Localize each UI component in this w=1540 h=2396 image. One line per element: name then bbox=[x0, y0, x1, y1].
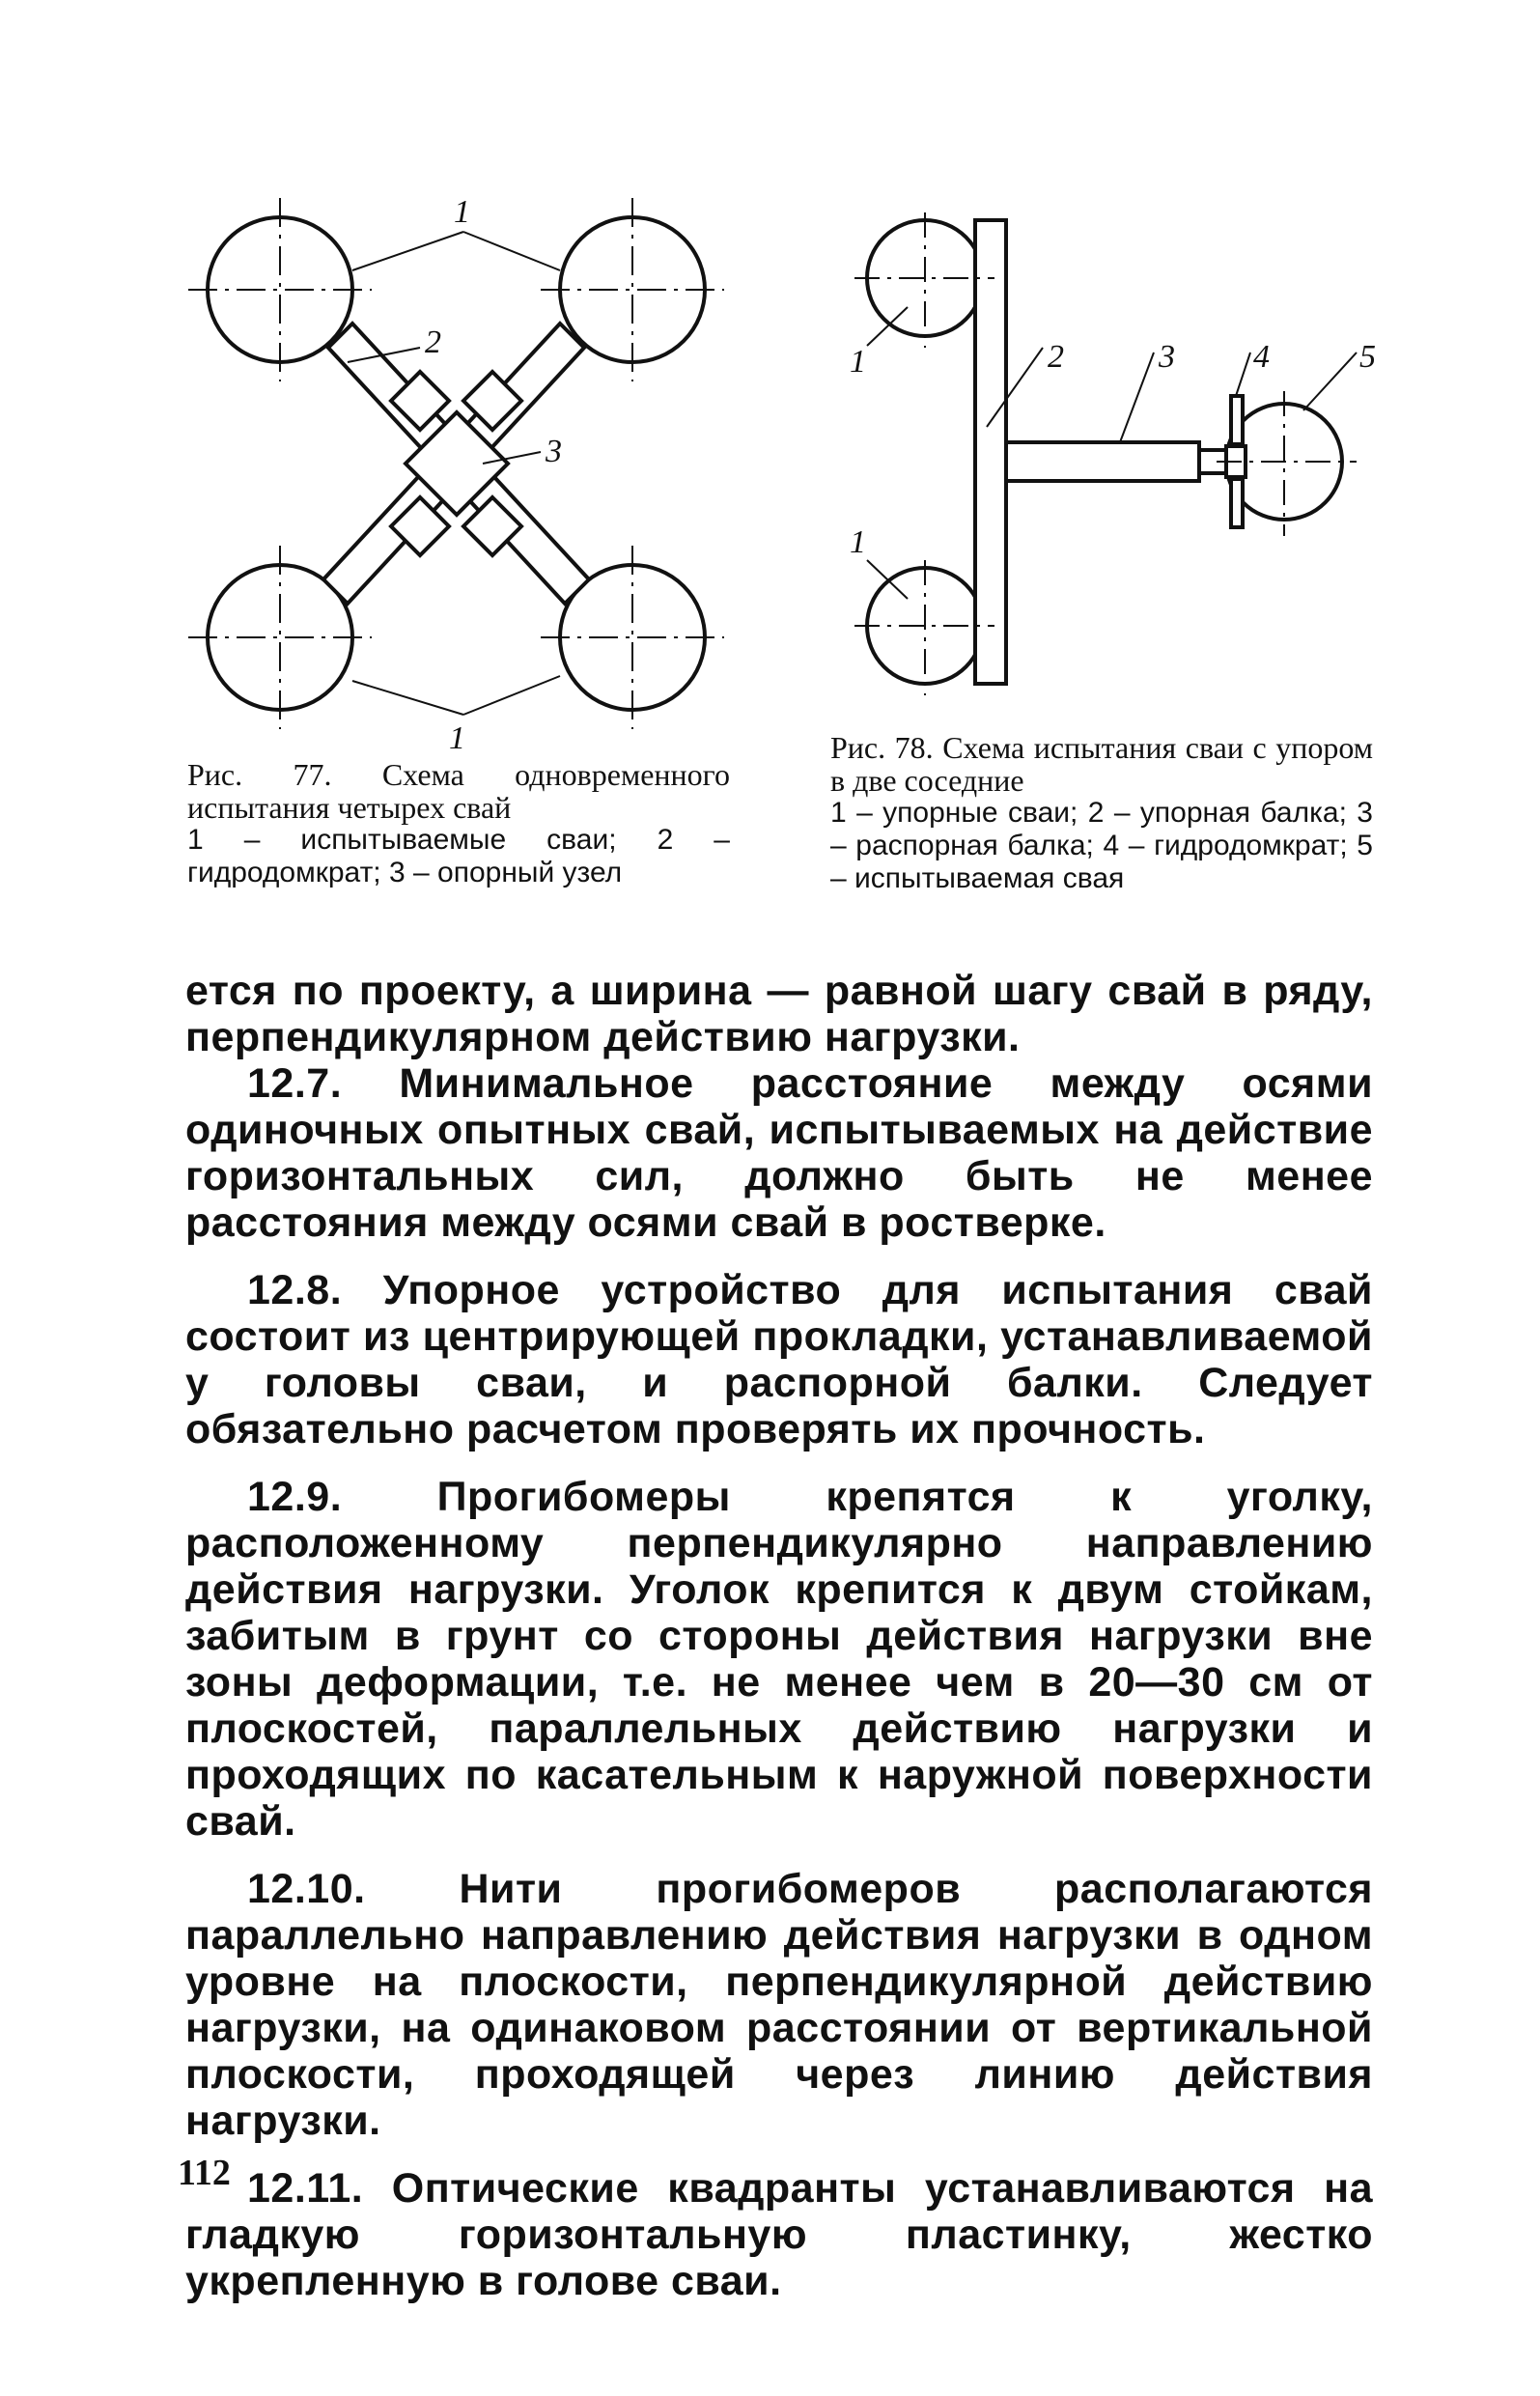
label-piles-bottom: 1 bbox=[449, 720, 465, 753]
stop-beam bbox=[975, 220, 1006, 684]
label-spacer-beam: 3 bbox=[1159, 339, 1175, 375]
paragraph-text: Минимальное расстояние между осями одиночных опытных свай, испытываемых на действие горизонтальных сил, должно быть не менее расстояния между осями свай в ростверке. bbox=[185, 1060, 1374, 1246]
paragraph-text: Прогибомеры крепятся к уголку, расположенному перпендикулярно направлению действия нагрузки. Уголок крепится к двум стойкам, забитым в грунт со стороны действия нагрузки вне зоны деформации, т.е. не менее чем в 20—30 см от плоскостей, параллельных действию нагрузки и проходящих по касательным к наружной поверхности свай. bbox=[185, 1474, 1374, 1845]
label-jack: 2 bbox=[425, 324, 441, 360]
jack-handle-bottom bbox=[1231, 479, 1243, 527]
clause-number: 12.8. bbox=[247, 1267, 343, 1313]
label-node: 3 bbox=[546, 434, 562, 469]
figure-78-caption bbox=[830, 731, 1373, 895]
label-stop-pile-bottom: 1 bbox=[850, 524, 866, 560]
paragraph-12-8 bbox=[185, 1267, 1373, 1452]
clause-number: 12.9. bbox=[247, 1474, 343, 1520]
label-test-pile: 5 bbox=[1359, 339, 1376, 375]
label-stop-beam: 2 bbox=[1048, 339, 1064, 375]
page-number: 112 bbox=[178, 2153, 231, 2193]
body-text bbox=[185, 968, 1373, 2304]
paragraph-12-9 bbox=[185, 1474, 1373, 1845]
paragraph-text: Упорное устройство для испытания свай состоит из центрирующей прокладки, устанавливаемой у головы сваи, и распорной балки. Следует обязательно расчетом проверять их прочность. bbox=[185, 1267, 1373, 1452]
label-piles-top: 1 bbox=[454, 194, 470, 230]
label-jack-78: 4 bbox=[1253, 339, 1270, 375]
figure-78 bbox=[850, 212, 1390, 715]
spacer-beam bbox=[1006, 442, 1199, 481]
paragraph-12-10 bbox=[185, 1866, 1373, 2144]
clause-number: 12.7. bbox=[247, 1060, 343, 1107]
paragraph-continuation: ется по проекту, а ширина — равной шагу свай в ряду, перпендикулярном действию нагрузки. bbox=[185, 968, 1373, 1060]
paragraph-12-11 bbox=[185, 2165, 1373, 2304]
jack-handle-top bbox=[1231, 396, 1243, 444]
pile-top-left bbox=[208, 217, 352, 362]
figure-77-legend: 1 – испытываемые сваи; 2 – гидродомкрат; 3 – опорный узел bbox=[187, 824, 730, 888]
figure-77-diagram bbox=[183, 193, 743, 753]
paragraph-12-7 bbox=[185, 1060, 1373, 1246]
label-stop-pile-top: 1 bbox=[850, 344, 866, 380]
figure-78-title: Рис. 78. Схема испытания сваи с упором в две соседние bbox=[830, 730, 1373, 798]
clause-number: 12.11. bbox=[247, 2165, 364, 2212]
figure-78-diagram bbox=[850, 212, 1390, 715]
figure-77-title: Рис. 77. Схема одновременного испытания четырех свай bbox=[187, 757, 730, 825]
paragraph-text: Нити прогибомеров располагаются параллельно направлению действия нагрузки в одном уровне на плоскости, перпендикулярной действию нагрузки, на одинаковом расстоянии от вертикальной плоскости, проходящей через линию действия нагрузки. bbox=[185, 1866, 1374, 2144]
clause-number: 12.10. bbox=[247, 1866, 366, 1912]
figure-77 bbox=[183, 193, 743, 753]
paragraph-text: Оптические квадранты устанавливаются на гладкую горизонтальную пластинку, жестко укрепленную в голове сваи. bbox=[185, 2165, 1373, 2304]
pile-top-right bbox=[560, 217, 705, 362]
figure-78-legend: 1 – упорные сваи; 2 – упорная балка; 3 – распорная балка; 4 – гидродомкрат; 5 – испытываемая свая bbox=[830, 797, 1373, 894]
figure-77-caption bbox=[187, 758, 730, 889]
